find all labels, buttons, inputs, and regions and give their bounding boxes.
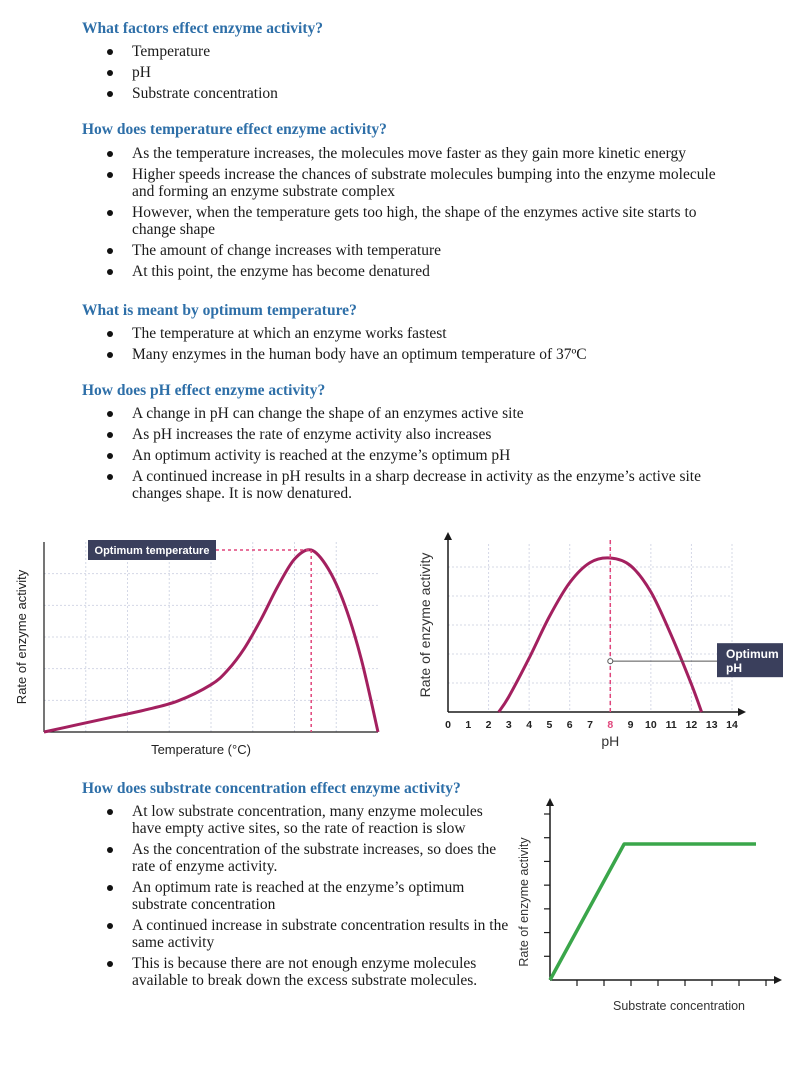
list-item: The amount of change increases with temperature xyxy=(104,242,724,259)
x-axis-label: pH xyxy=(601,733,620,749)
temperature-list xyxy=(104,145,724,284)
x-tick-label: 6 xyxy=(566,719,573,731)
optimum-temperature-list xyxy=(104,325,587,367)
heading-factors: What factors effect enzyme activity? xyxy=(82,20,324,37)
x-tick-label: 1 xyxy=(465,719,472,731)
heading-substrate: How does substrate concentration effect enzyme activity? xyxy=(82,780,461,797)
list-item: Substrate concentration xyxy=(104,85,278,102)
x-tick-label: 8 xyxy=(607,719,614,731)
x-tick-label: 3 xyxy=(505,719,512,731)
x-axis-label: Substrate concentration xyxy=(612,999,746,1013)
heading-optimum-temperature: What is meant by optimum temperature? xyxy=(82,302,357,319)
temperature-chart xyxy=(0,520,394,770)
list-item: Many enzymes in the human body have an optimum temperature of 37ºC xyxy=(104,346,587,363)
x-tick-label: 2 xyxy=(485,719,492,731)
x-tick-label: 12 xyxy=(685,719,698,731)
list-item: However, when the temperature gets too high, the shape of the enzymes active site starts to change shape xyxy=(104,204,724,238)
optimum-ph-point xyxy=(608,659,613,664)
y-axis-label: Rate of enzyme activity xyxy=(14,569,29,705)
ph-list xyxy=(104,405,724,506)
optimum-ph-label-line2: pH xyxy=(726,661,742,676)
x-tick-label: 5 xyxy=(546,719,553,731)
list-item: An optimum activity is reached at the enzyme’s optimum pH xyxy=(104,447,724,464)
list-item: Higher speeds increase the chances of substrate molecules bumping into the enzyme molecule and forming an enzyme substrate complex xyxy=(104,166,724,200)
optimum-temperature-label: Optimum temperature xyxy=(94,545,210,557)
list-item: This is because there are not enough enzyme molecules available to break down the excess substrate molecules. xyxy=(104,955,514,989)
x-tick-label: 13 xyxy=(705,719,718,731)
x-tick-label: 4 xyxy=(526,719,533,731)
temperature-curve xyxy=(44,550,378,732)
x-tick-label: 10 xyxy=(645,719,657,731)
substrate-chart xyxy=(510,792,794,1032)
list-item: An optimum rate is reached at the enzyme’s optimum substrate concentration xyxy=(104,879,514,913)
heading-temperature: How does temperature effect enzyme activity? xyxy=(82,121,387,138)
list-item: A change in pH can change the shape of an enzymes active site xyxy=(104,405,724,422)
list-item: pH xyxy=(104,64,278,81)
list-item: As pH increases the rate of enzyme activity also increases xyxy=(104,426,724,443)
list-item: At low substrate concentration, many enzyme molecules have empty active sites, so the rate of reaction is slow xyxy=(104,803,514,837)
x-tick-label: 9 xyxy=(627,719,634,731)
x-tick-label: 0 xyxy=(445,719,451,731)
list-item: Temperature xyxy=(104,43,278,60)
substrate-line xyxy=(550,844,756,980)
y-axis-label: Rate of enzyme activity xyxy=(517,837,531,967)
optimum-ph-label-line1: Optimum xyxy=(726,647,779,662)
list-item: At this point, the enzyme has become denatured xyxy=(104,263,724,280)
list-item: A continued increase in pH results in a sharp decrease in activity as the enzyme’s active site changes shape. It is now denatured. xyxy=(104,468,724,502)
heading-ph: How does pH effect enzyme activity? xyxy=(82,382,326,399)
substrate-list xyxy=(104,803,514,993)
factors-list xyxy=(104,43,278,106)
list-item: As the concentration of the substrate increases, so does the rate of enzyme activity. xyxy=(104,841,514,875)
x-axis-arrow xyxy=(738,708,746,716)
list-item: The temperature at which an enzyme works fastest xyxy=(104,325,587,342)
list-item: A continued increase in substrate concentration results in the same activity xyxy=(104,917,514,951)
y-axis-arrow xyxy=(444,532,452,540)
x-axis-arrow xyxy=(774,976,782,984)
x-tick-label: 14 xyxy=(726,719,738,731)
list-item: As the temperature increases, the molecules move faster as they gain more kinetic energy xyxy=(104,145,724,162)
y-axis-arrow xyxy=(546,798,554,806)
y-axis-label: Rate of enzyme activity xyxy=(417,552,433,698)
x-axis-label: Temperature (°C) xyxy=(151,742,251,757)
ph-chart xyxy=(410,520,794,770)
x-tick-label: 11 xyxy=(665,719,677,731)
x-tick-label: 7 xyxy=(587,719,593,731)
